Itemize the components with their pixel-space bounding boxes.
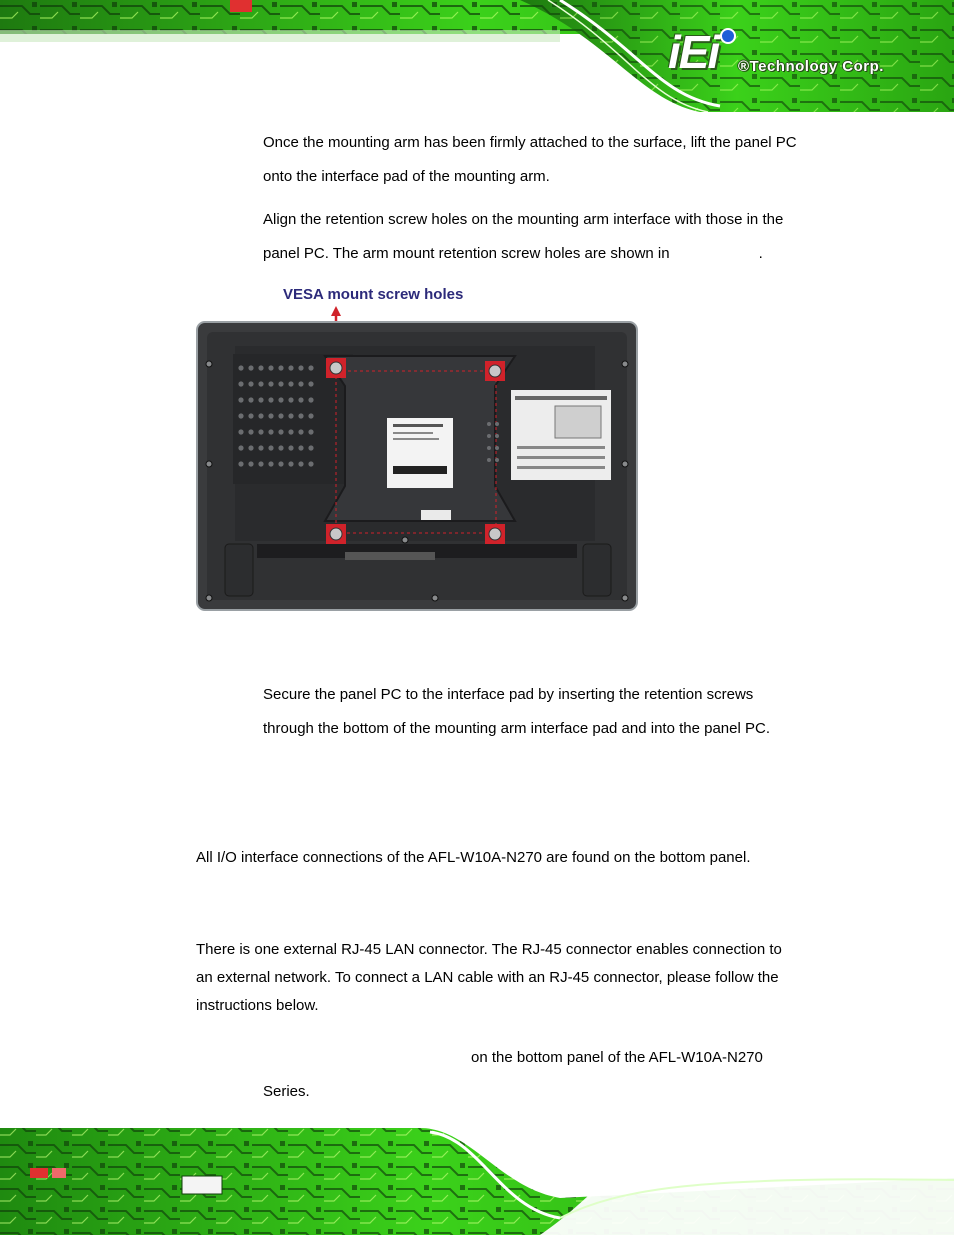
- logo-text: ®Technology Corp.: [738, 58, 884, 75]
- lan-line-3: instructions below.: [196, 997, 319, 1014]
- figure-callout-label: VESA mount screw holes: [283, 286, 464, 303]
- step-2-line-2: panel PC. The arm mount retention screw holes are shown in: [263, 245, 670, 262]
- lan-line-1: There is one external RJ-45 LAN connector. The RJ-45 connector enables connection to: [196, 941, 782, 958]
- step-1-paragraph: [263, 126, 823, 194]
- step-1-line-1: Once the mounting arm has been firmly attached to the surface, lift the panel PC: [263, 134, 797, 151]
- callout-arrowhead: [331, 306, 341, 316]
- header-banner: [0, 0, 954, 112]
- step-3-line-1: Secure the panel PC to the interface pad by inserting the retention screws: [263, 686, 754, 703]
- step-4-paragraph: [263, 1041, 823, 1109]
- step-2-line-1: Align the retention screw holes on the mounting arm interface with those in the: [263, 211, 784, 228]
- footer-banner: [0, 1118, 954, 1235]
- step-1-line-2: onto the interface pad of the mounting arm.: [263, 168, 550, 185]
- panel-pc-rear-photo: [195, 306, 639, 612]
- step-4-line-2: Series.: [263, 1083, 310, 1100]
- logo-dot-icon: [720, 28, 736, 44]
- step-4-line-1: on the bottom panel of the AFL-W10A-N270: [471, 1049, 763, 1066]
- io-paragraph: [196, 841, 816, 875]
- company-logo: [668, 28, 928, 88]
- vesa-screw-hole-bottom-right: [485, 524, 505, 544]
- vesa-screw-hole-bottom-left: [326, 524, 346, 544]
- vesa-screw-hole-top-left: [326, 358, 346, 378]
- logo-mark: iEi: [668, 26, 719, 78]
- step-3-line-2: through the bottom of the mounting arm interface pad and into the panel PC.: [263, 720, 770, 737]
- step-3-paragraph: [263, 678, 823, 746]
- vesa-screw-hole-top-right: [485, 361, 505, 381]
- lan-line-2: an external network. To connect a LAN cable with an RJ-45 connector, please follow the: [196, 969, 779, 986]
- step-2-paragraph: [263, 203, 823, 271]
- pcb-footer-graphic: [0, 1118, 954, 1235]
- lan-paragraph: [196, 936, 816, 1020]
- io-line: All I/O interface connections of the AFL-W10A-N270 are found on the bottom panel.: [196, 849, 751, 866]
- step-2-end: .: [758, 245, 763, 262]
- product-label-sticker: [387, 418, 453, 488]
